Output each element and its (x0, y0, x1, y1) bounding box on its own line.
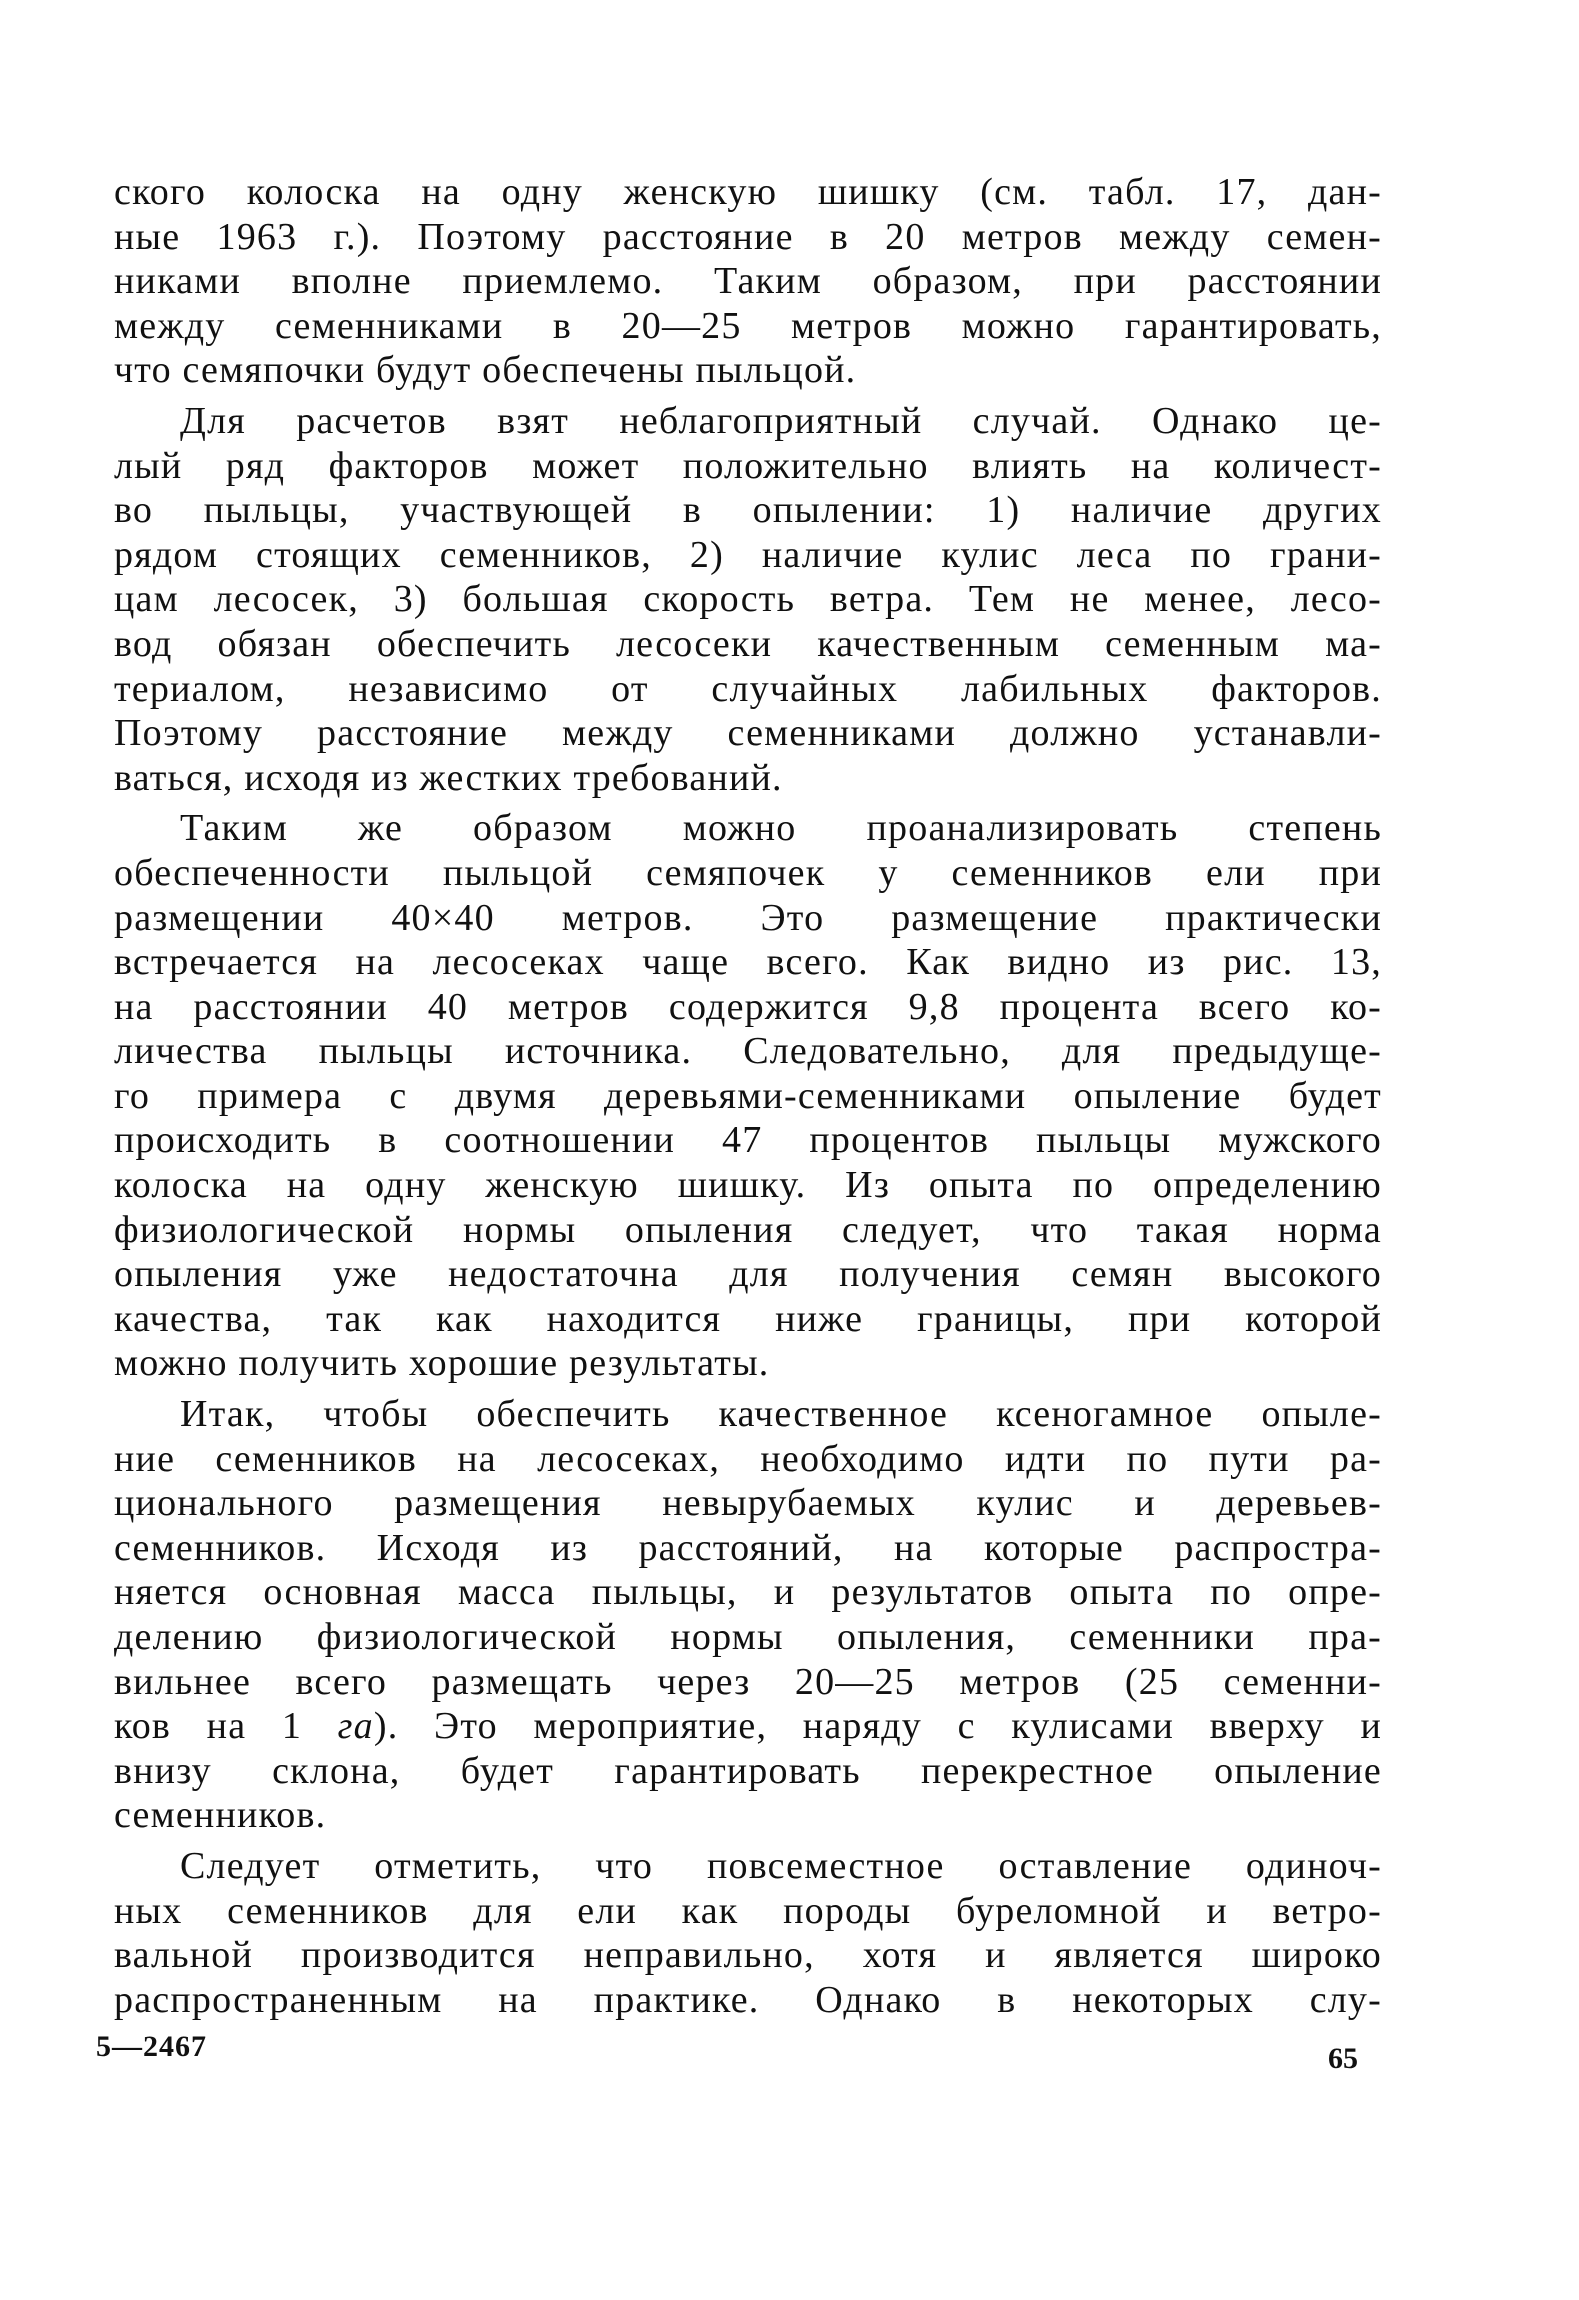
text-line: физиологической нормы опыления следует, что такая норма (114, 1208, 1382, 1251)
text-line: внизу склона, будет гарантировать перекрестное опыление (114, 1749, 1382, 1792)
text-line: распространенным на практике. Однако в некоторых слу- (114, 1978, 1382, 2021)
text-line: колоска на одну женскую шишку. Из опыта по определению (114, 1164, 1382, 1207)
text-line: ков на 1 га). Это мероприятие, наряду с кулисами вверху и (114, 1705, 1382, 1748)
paragraph (114, 1844, 1382, 2022)
paragraph (114, 170, 1382, 393)
text-line: ского колоска на одну женскую шишку (см. табл. 17, дан- (114, 171, 1382, 213)
text-line: няется основная масса пыльцы, и результатов опыта по опре- (114, 1571, 1382, 1614)
text-line: качества, так как находится ниже границы, при которой (114, 1297, 1382, 1340)
text-line: опыления уже недостаточна для получения семян высокого (114, 1253, 1382, 1296)
text-line: семенников. Исходя из расстояний, на которые распростра- (114, 1526, 1382, 1569)
text-line: между семенниками в 20—25 метров можно гарантировать, (114, 304, 1382, 347)
text-line: на расстоянии 40 метров содержится 9,8 процента всего ко- (114, 985, 1382, 1028)
text-line: семенников. (114, 1794, 327, 1837)
text-line: что семяпочки будут обеспечены пыльцой. (114, 349, 857, 392)
text-line: Для расчетов взят неблагоприятный случай. Однако це- (180, 399, 1382, 442)
text-line: происходить в соотношении 47 процентов пыльцы мужского (114, 1119, 1382, 1162)
paragraph (114, 1392, 1382, 1838)
text-line: никами вполне приемлемо. Таким образом, при расстоянии (114, 260, 1382, 303)
text-line: вильнее всего размещать через 20—25 метров (25 семенни- (114, 1660, 1382, 1703)
text-line: го примера с двумя деревьями-семенниками опыление будет (114, 1074, 1382, 1117)
printer-signature: 5—2467 (96, 2030, 207, 2063)
text-line: лый ряд факторов может положительно влиять на количест- (114, 444, 1382, 487)
paragraph (114, 806, 1382, 1386)
text-line: Итак, чтобы обеспечить качественное ксеногамное опыле- (180, 1393, 1382, 1436)
text-line: ваться, исходя из жестких требований. (114, 756, 783, 799)
text-line: вальной производится неправильно, хотя и является широко (114, 1934, 1382, 1977)
text-line: ные 1963 г.). Поэтому расстояние в 20 метров между семен- (114, 215, 1382, 258)
text-line: ных семенников для ели как породы буреломной и ветро- (114, 1889, 1382, 1932)
text-line: личества пыльцы источника. Следовательно, для предыдуще- (114, 1030, 1382, 1073)
text-line: размещении 40×40 метров. Это размещение практически (114, 896, 1382, 939)
text-line: делению физиологической нормы опыления, семенники пра- (114, 1616, 1382, 1658)
text-line: встречается на лесосеках чаще всего. Как видно из рис. 13, (114, 941, 1382, 984)
text-line: во пыльцы, участвующей в опылении: 1) наличие других (114, 489, 1382, 532)
text-line: ционального размещения невырубаемых кулис и деревьев- (114, 1482, 1382, 1525)
paragraph (114, 399, 1382, 800)
text-line: ние семенников на лесосеках, необходимо идти по пути ра- (114, 1437, 1382, 1480)
page-number: 65 (1328, 2042, 1358, 2075)
text-line: вод обязан обеспечить лесосеки качественным семенным ма- (114, 622, 1382, 665)
text-line: Таким же образом можно проанализировать степень (180, 807, 1382, 850)
text-line: териалом, независимо от случайных лабильных факторов. (114, 667, 1382, 710)
text-line: цам лесосек, 3) большая скорость ветра. Тем не менее, лесо- (114, 578, 1382, 621)
text-line: обеспеченности пыльцой семяпочек у семенников ели при (114, 851, 1382, 894)
text-line: Следует отметить, что повсеместное оставление одиноч- (180, 1844, 1382, 1887)
unit-hectare: га (337, 1705, 374, 1748)
page-body (114, 170, 1382, 2022)
text-line: рядом стоящих семенников, 2) наличие кулис леса по грани- (114, 533, 1382, 576)
text-line: можно получить хорошие результаты. (114, 1342, 770, 1385)
text-line: Поэтому расстояние между семенниками должно устанавли- (114, 712, 1382, 755)
